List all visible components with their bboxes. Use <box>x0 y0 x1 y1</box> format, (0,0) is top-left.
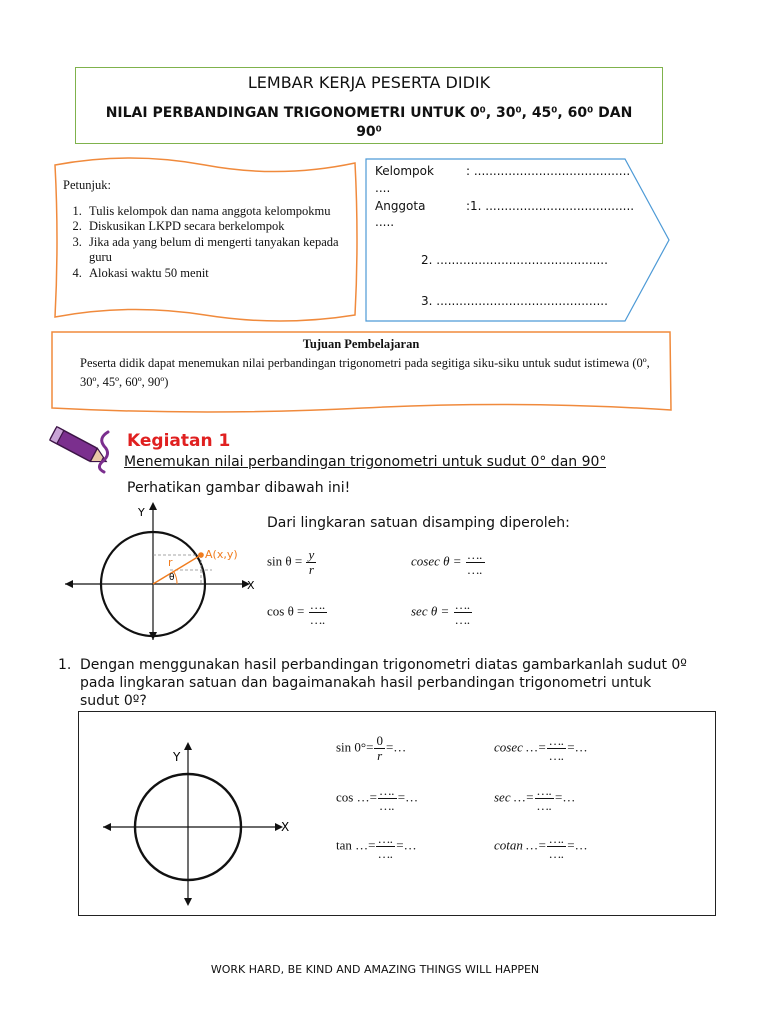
y-axis-label: Y <box>138 506 145 519</box>
formula-cotan-blank: cotan …= $\frac{\dots.}{\dots.}$ =… <box>494 831 588 861</box>
formula-cos-blank: cos …= $\frac{\dots.}{\dots.}$ =… <box>336 783 419 813</box>
formula-sin-0: sin 0°= $\frac{0}{r}$ =… <box>336 733 407 763</box>
formula-sec: sec θ = $\frac{\dots.}{\dots.}$ <box>411 597 471 627</box>
list-item: 4. Alokasi waktu 50 menit <box>85 266 353 282</box>
anggota-field-1[interactable]: :1. ....................................... <box>466 199 635 213</box>
page-title: LEMBAR KERJA PESERTA DIDIK <box>247 73 491 92</box>
unit-circle-figure <box>60 500 260 645</box>
list-item: 2. Diskusikan LKPD secara berkelompok <box>85 219 353 235</box>
anggota-field-2[interactable]: 2. ............................................. <box>421 253 608 267</box>
x-axis-label: X <box>247 579 255 592</box>
anggota-field-cont: ..... <box>375 215 395 229</box>
formula-sin: sin θ = $\frac{y}{r}$ <box>267 547 315 577</box>
page-subtitle: NILAI PERBANDINGAN TRIGONOMETRI UNTUK 0⁰, 30⁰, 45⁰, 60⁰ DAN 90⁰ <box>105 105 633 140</box>
petunjuk-list <box>63 204 353 282</box>
point-a <box>198 552 204 558</box>
anggota-field-3[interactable]: 3. ............................................. <box>421 294 608 308</box>
tujuan-heading: Tujuan Pembelajaran <box>302 337 420 351</box>
kelompok-field[interactable]: : ......................................... <box>466 164 631 178</box>
kelompok-field-cont: .... <box>375 181 391 195</box>
kegiatan-title: Kegiatan 1 <box>127 431 231 451</box>
list-item: 3. Jika ada yang belum di mengerti tanyakan kepada guru <box>85 235 353 266</box>
kelompok-label: Kelompok <box>375 164 434 178</box>
question-number: 1. <box>58 657 72 673</box>
question-text: Dengan menggunakan hasil perbandingan trigonometri diatas gambarkanlah sudut 0º pada lingkaran satuan dan bagaimanakah hasil perbandingan trigonometri untuk sudut 0º? <box>80 657 687 709</box>
pencil-icon <box>46 424 124 476</box>
anggota-label: Anggota <box>375 199 426 213</box>
list-item: 1. Tulis kelompok dan nama anggota kelompokmu <box>85 204 353 220</box>
y-axis-arrow-icon <box>149 502 157 510</box>
x-axis-label: X <box>281 820 290 834</box>
formula-cosec: cosec θ = $\frac{\dots.}{\dots.}$ <box>411 547 483 577</box>
theta-label: θ <box>169 573 175 583</box>
point-label: A(x,y) <box>205 548 238 561</box>
footer-motto: WORK HARD, BE KIND AND AMAZING THINGS WILL HAPPEN <box>210 963 540 976</box>
y-axis-arrow-icon <box>184 742 192 750</box>
formula-tan-blank: tan …= $\frac{\dots.}{\dots.}$ =… <box>336 831 417 861</box>
tujuan-body: Peserta didik dapat menemukan nilai perbandingan trigonometri pada segitiga siku-siku untuk sudut istimewa (0º, 30º, 45º, 60º, 90º) <box>80 356 650 389</box>
y-axis-label: Y <box>173 750 181 764</box>
instruction-text: Perhatikan gambar dibawah ini! <box>127 480 354 496</box>
petunjuk-heading: Petunjuk: <box>63 178 111 192</box>
petunjuk <box>63 178 353 281</box>
formula-cos: cos θ = $\frac{\dots.}{\dots.}$ <box>267 597 326 627</box>
radius-label: r <box>168 556 173 569</box>
formula-sec-blank: sec …= $\frac{\dots.}{\dots.}$ =… <box>494 783 576 813</box>
formula-cosec-blank: cosec …= $\frac{\dots.}{\dots.}$ =… <box>494 733 588 763</box>
answer-circle-figure <box>95 740 295 910</box>
intro-text: Dari lingkaran satuan disamping diperoleh: <box>267 515 570 531</box>
kegiatan-subtitle: Menemukan nilai perbandingan trigonometri untuk sudut 0° dan 90° <box>124 454 607 470</box>
